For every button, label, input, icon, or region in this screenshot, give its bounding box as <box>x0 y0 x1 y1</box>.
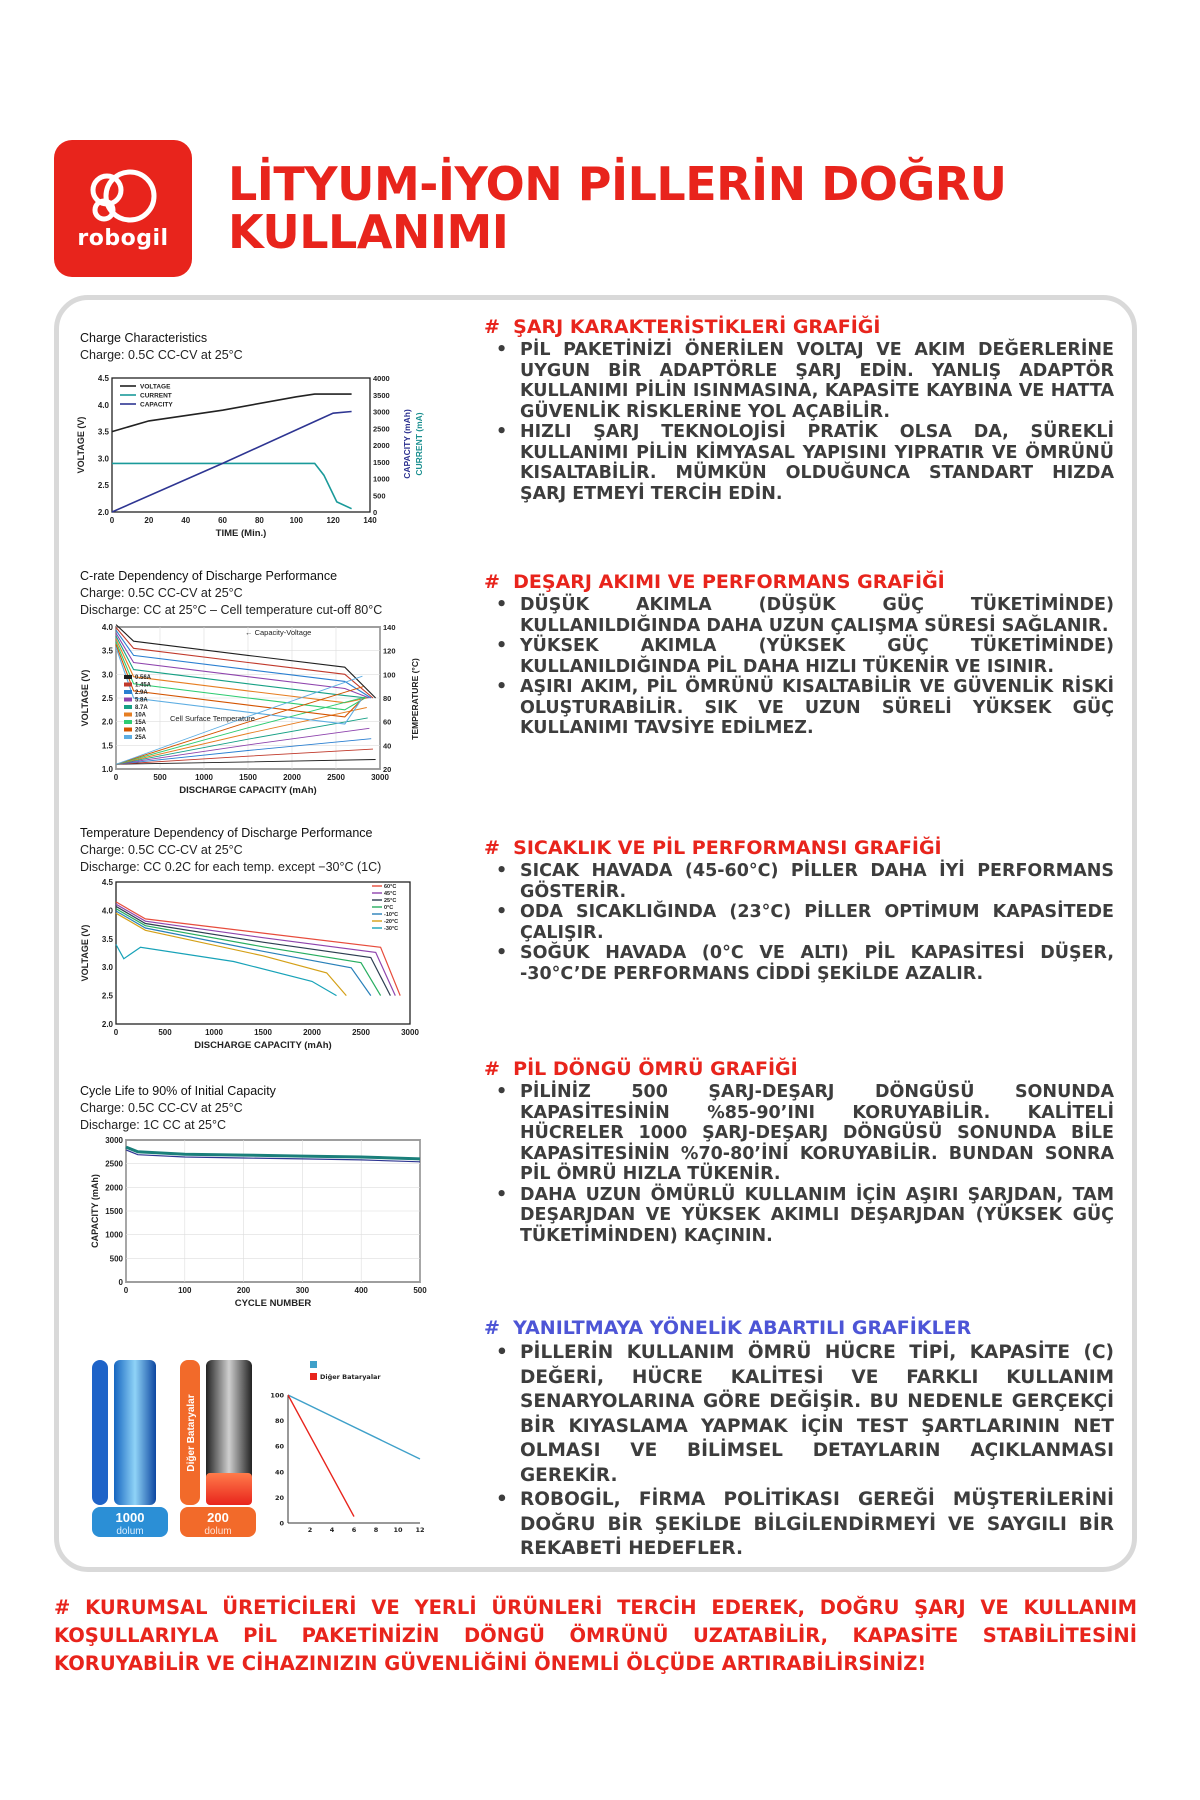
legend-label: 25°C <box>384 898 397 904</box>
robogil-battery-icon <box>92 1360 168 1537</box>
battery1-cycle-count: 1000 <box>115 1510 145 1525</box>
bullet-item: • DÜŞÜK AKIMLA (DÜŞÜK GÜÇ TÜKETİMİNDE) KULLANILDIĞINDA DAHA UZUN ÇALIŞMA SÜRESİ SAĞLANIR. <box>520 595 1114 636</box>
y-tick-label: 3.0 <box>97 454 109 464</box>
x-tick-label: 40 <box>181 516 191 525</box>
section-heading: # SICAKLIK VE PİL PERFORMANSI GRAFİĞİ <box>484 837 942 859</box>
section-charge <box>484 316 1114 504</box>
cycle-chart-block <box>80 1083 440 1328</box>
y-tick-label: 3000 <box>105 1136 123 1145</box>
y-tick-label: 80 <box>274 1417 284 1426</box>
bullet-item: • DAHA UZUN ÖMÜRLÜ KULLANIM İÇİN AŞIRI ŞARJDAN, TAM DEŞARJDAN VE YÜKSEK AKIMLI DEŞARJDAN (YÜKSEK GÜÇ TÜKETİMİNDEN) KAÇININ. <box>520 1185 1114 1247</box>
other-battery-line <box>288 1395 354 1517</box>
x-tick-label: 4 <box>329 1526 335 1534</box>
legend-label: 25A <box>135 735 147 741</box>
y2-tick-label: 100 <box>383 670 396 680</box>
x-axis-label: DISCHARGE CAPACITY (mAh) <box>179 785 317 796</box>
brand-logo <box>54 140 192 277</box>
y-tick-label: 4.0 <box>101 623 113 632</box>
legend-swatch <box>124 728 132 732</box>
legend-label: 20A <box>135 727 147 734</box>
y-axis-label: VOLTAGE (V) <box>80 924 90 982</box>
bullet-item: • AŞIRI AKIM, PİL ÖMRÜNÜ KISALTABİLİR VE GÜVENLİK RİSKİ OLUŞTURABİLİR. SIK VE UZUN SÜRELİ YÜKSEK GÜÇ KULLANIMI TAVSİYE EDİLMEZ. <box>520 677 1114 739</box>
y-tick-label: 0 <box>279 1519 284 1528</box>
x-tick-label: 0 <box>113 773 119 782</box>
bullet-item: • YÜKSEK AKIMLA (YÜKSEK GÜÇ TÜKETİMİNDE) KULLANILDIĞINDA PİL DAHA HIZLI TÜKENİR VE ISINIR. <box>520 636 1114 677</box>
logo-mark-icon <box>80 166 166 224</box>
x-tick-label: 3000 <box>401 1028 419 1037</box>
plot-area <box>116 882 410 1024</box>
annotation-label: ← Capacity-Voltage <box>245 628 312 637</box>
section-heading: # ŞARJ KARAKTERİSTİKLERİ GRAFİĞİ <box>484 316 881 338</box>
legend-swatch <box>124 720 132 724</box>
y3-axis-label: CURRENT (mA) <box>414 412 424 476</box>
legend-label: 5.8A <box>135 697 148 704</box>
x-tick-label: 140 <box>363 516 377 525</box>
crate-dependency-chart <box>80 619 440 809</box>
y-tick-label: 3.5 <box>97 427 109 437</box>
legend-label: 45°C <box>384 891 397 897</box>
y-tick-label: 1000 <box>105 1230 123 1240</box>
x-tick-label: 20 <box>144 516 154 525</box>
y2-axis-label: CAPACITY (mAh) <box>402 409 412 479</box>
other-battery-icon <box>180 1360 256 1537</box>
annotation-label: Cell Surface Temperature <box>170 714 255 723</box>
y2-tick-label: 40 <box>383 741 392 751</box>
x-tick-label: 100 <box>289 516 303 525</box>
y-tick-label: 4.0 <box>97 400 109 410</box>
x-tick-label: 3000 <box>371 773 389 782</box>
x-tick-label: 500 <box>413 1286 427 1295</box>
y-tick-label: 1.5 <box>101 741 113 751</box>
brand-name: robogil <box>77 226 169 251</box>
y-tick-label: 2.0 <box>101 1020 113 1029</box>
y-tick-label: 2.5 <box>97 481 109 491</box>
legend-swatch <box>124 675 132 679</box>
y2-tick-label: 140 <box>383 623 396 632</box>
x-tick-label: 1000 <box>205 1028 223 1037</box>
y-tick-label: 1.0 <box>101 765 113 774</box>
legend-swatch <box>124 713 132 717</box>
legend-swatch <box>124 705 132 709</box>
y-tick-label: 2500 <box>105 1159 123 1169</box>
chart-subtitle: Charge: 0.5C CC-CV at 25°C <box>80 586 243 600</box>
x-tick-label: 1500 <box>239 773 257 782</box>
x-tick-label: 0 <box>123 1286 129 1295</box>
legend-label: CAPACITY <box>140 401 173 409</box>
bullet-item: • HIZLI ŞARJ TEKNOLOJİSİ PRATİK OLSA DA, SÜREKLİ KULLANIMI PİLİN KİMYASAL YAPISINI YIPRATIR VE ÖMRÜNÜ KISALTABİLİR. MÜMKÜN OLDUĞUNCA STANDART HIZDA ŞARJ ETMEYİ TERCİH EDİN. <box>520 422 1114 504</box>
x-tick-label: 10 <box>393 1526 403 1534</box>
x-tick-label: 100 <box>178 1286 192 1295</box>
battery1-unit: dolum <box>116 1526 144 1537</box>
legend-swatch <box>310 1373 317 1380</box>
chart-subtitle: Discharge: CC at 25°C – Cell temperature cut-off 80°C <box>80 603 383 617</box>
crate-chart-block <box>80 568 440 813</box>
legend-swatch <box>124 683 132 687</box>
y-axis-label: CAPACITY (mAh) <box>90 1174 100 1248</box>
legend-label: 0.56A <box>135 675 152 681</box>
y2-tick-label: 60 <box>383 717 392 727</box>
section-heading: # DEŞARJ AKIMI VE PERFORMANS GRAFİĞİ <box>484 571 945 593</box>
x-tick-label: 6 <box>351 1526 357 1534</box>
y-tick-label: 20 <box>274 1493 284 1502</box>
legend-label: VOLTAGE <box>140 383 171 391</box>
chart-title: Cycle Life to 90% of Initial Capacity <box>80 1084 276 1098</box>
y-tick-label: 4.5 <box>97 374 109 383</box>
battery2-side-label: Diğer Bataryalar <box>186 1394 197 1472</box>
y-tick-label: 0 <box>118 1278 123 1287</box>
x-tick-label: 8 <box>373 1526 379 1534</box>
section-heading: # PİL DÖNGÜ ÖMRÜ GRAFİĞİ <box>484 1058 798 1080</box>
x-tick-label: 500 <box>153 773 167 782</box>
charge-chart-block <box>76 330 440 558</box>
legend-label: -10°C <box>384 912 399 918</box>
x-tick-label: 500 <box>158 1028 172 1037</box>
legend-label: 1.45A <box>135 682 152 689</box>
battery2-cycle-count: 200 <box>207 1510 229 1525</box>
page-title: LİTYUM-İYON PİLLERİN DOĞRU KULLANIMI <box>228 157 1007 259</box>
legend-label: 2.9A <box>135 690 148 696</box>
section-heading: # YANILTMAYA YÖNELİK ABARTILI GRAFİKLER <box>484 1317 972 1339</box>
y2-tick-label: 80 <box>383 694 392 703</box>
chart-title: Temperature Dependency of Discharge Performance <box>80 826 373 840</box>
x-axis-label: TIME (Min.) <box>215 528 267 539</box>
y2-tick-label: 1000 <box>373 474 390 484</box>
footer-note: # KURUMSAL ÜRETİCİLERİ VE YERLİ ÜRÜNLERİ TERCİH EDEREK, DOĞRU ŞARJ VE KULLANIM KOŞULLARIYLA PİL PAKETİNİZİN DÖNGÜ ÖMRÜNÜ UZATABİLİR, KAPASİTE STABİLİTESİNİ KORUYABİLİR VE CİHAZINIZIN GÜVENLİĞİNİ ÖNEMLİ ÖLÇÜDE ARTIRABİLİRSİNİZ! <box>54 1596 1137 1675</box>
x-tick-label: 0 <box>109 516 115 525</box>
y-tick-label: 60 <box>274 1442 284 1451</box>
y2-tick-label: 1500 <box>373 457 390 467</box>
x-tick-label: 200 <box>236 1286 251 1295</box>
x-tick-label: 2500 <box>327 773 345 782</box>
y2-axis-label: TEMPERATURE (°C) <box>410 658 420 740</box>
chart-subtitle: Charge: 0.5C CC-CV at 25°C <box>80 843 243 857</box>
y2-tick-label: 120 <box>383 646 396 656</box>
y-tick-label: 3.5 <box>101 646 113 656</box>
bullet-item: • PİLİNİZ 500 ŞARJ-DEŞARJ DÖNGÜSÜ SONUNDA KAPASİTESİNİN %85-90’INI KORUYABİLİR. KALİTELİ HÜCRELER 1000 ŞARJ-DEŞARJ DÖNGÜSÜ SONUNDA BİLE KAPASİTESİNİN %70-80’İNİ KORUYABİLİR. BUNDAN SONRA PİL ÖMRÜ HIZLA TÜKENİR. <box>520 1082 1114 1185</box>
y-tick-label: 1500 <box>105 1207 123 1216</box>
y-tick-label: 4.5 <box>101 878 113 887</box>
legend-label: 8.7A <box>135 705 148 711</box>
x-tick-label: 2000 <box>283 773 301 782</box>
y2-tick-label: 4000 <box>373 374 390 383</box>
y-tick-label: 3.0 <box>101 963 113 973</box>
legend-label: 0°C <box>384 905 394 911</box>
compare-chart-block <box>80 1355 460 1549</box>
chart-subtitle: Discharge: CC 0.2C for each temp. except −30°C (1C) <box>80 860 382 874</box>
y2-tick-label: 500 <box>373 491 386 501</box>
legend-swatch <box>124 698 132 702</box>
legend-swatch <box>124 690 132 694</box>
legend-label: -30°C <box>384 926 399 932</box>
y2-tick-label: 3500 <box>373 390 390 400</box>
y-tick-label: 3.5 <box>101 934 113 944</box>
y2-tick-label: 2500 <box>373 424 390 434</box>
x-tick-label: 12 <box>415 1526 425 1534</box>
legend-label: Diğer Bataryalar <box>320 1373 381 1381</box>
chart-title: C-rate Dependency of Discharge Performance <box>80 569 338 583</box>
x-tick-label: 400 <box>354 1286 368 1295</box>
x-tick-label: 1500 <box>254 1028 272 1037</box>
bullet-item: • ODA SICAKLIĞINDA (23°C) PİLLER OPTİMUM KAPASİTEDE ÇALIŞIR. <box>520 902 1114 943</box>
chart-subtitle: Charge: 0.5C CC-CV at 25°C <box>80 1101 243 1115</box>
y-tick-label: 2.5 <box>101 991 113 1001</box>
legend-swatch <box>310 1361 317 1368</box>
x-axis-label: CYCLE NUMBER <box>234 1298 312 1309</box>
y-tick-label: 500 <box>109 1254 123 1264</box>
y2-tick-label: 2000 <box>373 441 390 450</box>
legend-label: CURRENT <box>140 392 172 400</box>
charge-characteristics-chart <box>76 364 440 554</box>
y-tick-label: 100 <box>270 1391 284 1400</box>
legend-label: 10A <box>135 712 147 719</box>
legend-label: 60°C <box>384 884 397 890</box>
y2-tick-label: 20 <box>383 765 392 774</box>
x-tick-label: 2500 <box>352 1028 370 1037</box>
temp-chart-block <box>80 825 440 1070</box>
section-cycle <box>484 1058 1114 1246</box>
comparison-line-chart <box>270 1361 424 1534</box>
y-tick-label: 2000 <box>105 1183 123 1193</box>
x-tick-label: 80 <box>254 516 264 525</box>
bullet-item: • PİL PAKETİNİZİ ÖNERİLEN VOLTAJ VE AKIM DEĞERLERİNE UYGUN BİR ADAPTÖRLE ŞARJ EDİN. YANLIŞ ADAPTÖR KULLANIMI PİLİN ISINMASINA, KAPASİTE KAYBINA VE HATTA GÜVENLİK RİSKLERİNE YOL AÇABİLİR. <box>520 340 1114 422</box>
legend-swatch <box>124 735 132 739</box>
section-temperature <box>484 837 1114 984</box>
temperature-dependency-chart <box>80 876 440 1066</box>
cycle-life-chart <box>80 1134 440 1324</box>
section-misleading <box>484 1317 1114 1562</box>
y-tick-label: 2.0 <box>101 717 113 727</box>
bullet-item: • SOĞUK HAVADA (0°C VE ALTI) PİL KAPASİTESİ DÜŞER, -30°C’DE PERFORMANS CİDDİ ŞEKİLDE AZALIR. <box>520 943 1114 984</box>
y-tick-label: 2.5 <box>101 694 113 703</box>
y-tick-label: 2.0 <box>97 508 109 517</box>
y-tick-label: 3.0 <box>101 670 113 680</box>
battery2-unit: dolum <box>204 1526 232 1537</box>
y2-tick-label: 3000 <box>373 407 390 417</box>
y-axis-label: VOLTAGE (V) <box>80 669 90 727</box>
legend-label: -20°C <box>384 919 399 925</box>
chart-title: Charge Characteristics <box>80 331 208 345</box>
bullet-item: • SICAK HAVADA (45-60°C) PİLLER DAHA İYİ PERFORMANS GÖSTERİR. <box>520 861 1114 902</box>
y-axis-label: VOLTAGE (V) <box>76 416 86 474</box>
y-tick-label: 40 <box>274 1468 284 1477</box>
x-tick-label: 120 <box>326 516 340 525</box>
bullet-item: • PİLLERİN KULLANIM ÖMRÜ HÜCRE TİPİ, KAPASİTE (C) DEĞERİ, HÜCRE KALİTESİ VE FARKLI KULLANIM SENARYOLARINA GÖRE DEĞİŞİR. BU NEDENLE GERÇEKÇİ BİR KIYASLAMA YAPMAK İÇİN TEST ŞARTLARININ NET OLMASI VE BİLİMSEL DETAYLARIN AÇIKLANMASI GEREKİR. <box>520 1341 1114 1488</box>
x-tick-label: 2 <box>307 1526 313 1534</box>
x-tick-label: 0 <box>113 1028 119 1037</box>
chart-subtitle: Charge: 0.5C CC-CV at 25°C <box>80 348 243 362</box>
section-discharge <box>484 571 1114 739</box>
x-tick-label: 300 <box>295 1286 310 1295</box>
x-tick-label: 2000 <box>303 1028 321 1037</box>
legend-label: 15A <box>135 720 147 726</box>
bullet-item: • ROBOGİL, FİRMA POLİTİKASI GEREĞİ MÜŞTERİLERİNİ DOĞRU BİR ŞEKİLDE BİLGİLENDİRMEYİ VE SAYGILI BİR REKABETİ HEDEFLER. <box>520 1488 1114 1562</box>
battery-comparison-graphic <box>80 1355 460 1545</box>
x-tick-label: 1000 <box>195 773 213 782</box>
y2-tick-label: 0 <box>373 508 378 517</box>
x-tick-label: 60 <box>218 516 228 525</box>
robogil-line <box>288 1395 420 1459</box>
y-tick-label: 4.0 <box>101 906 113 916</box>
x-axis-label: DISCHARGE CAPACITY (mAh) <box>194 1040 332 1051</box>
chart-subtitle: Discharge: 1C CC at 25°C <box>80 1118 227 1132</box>
